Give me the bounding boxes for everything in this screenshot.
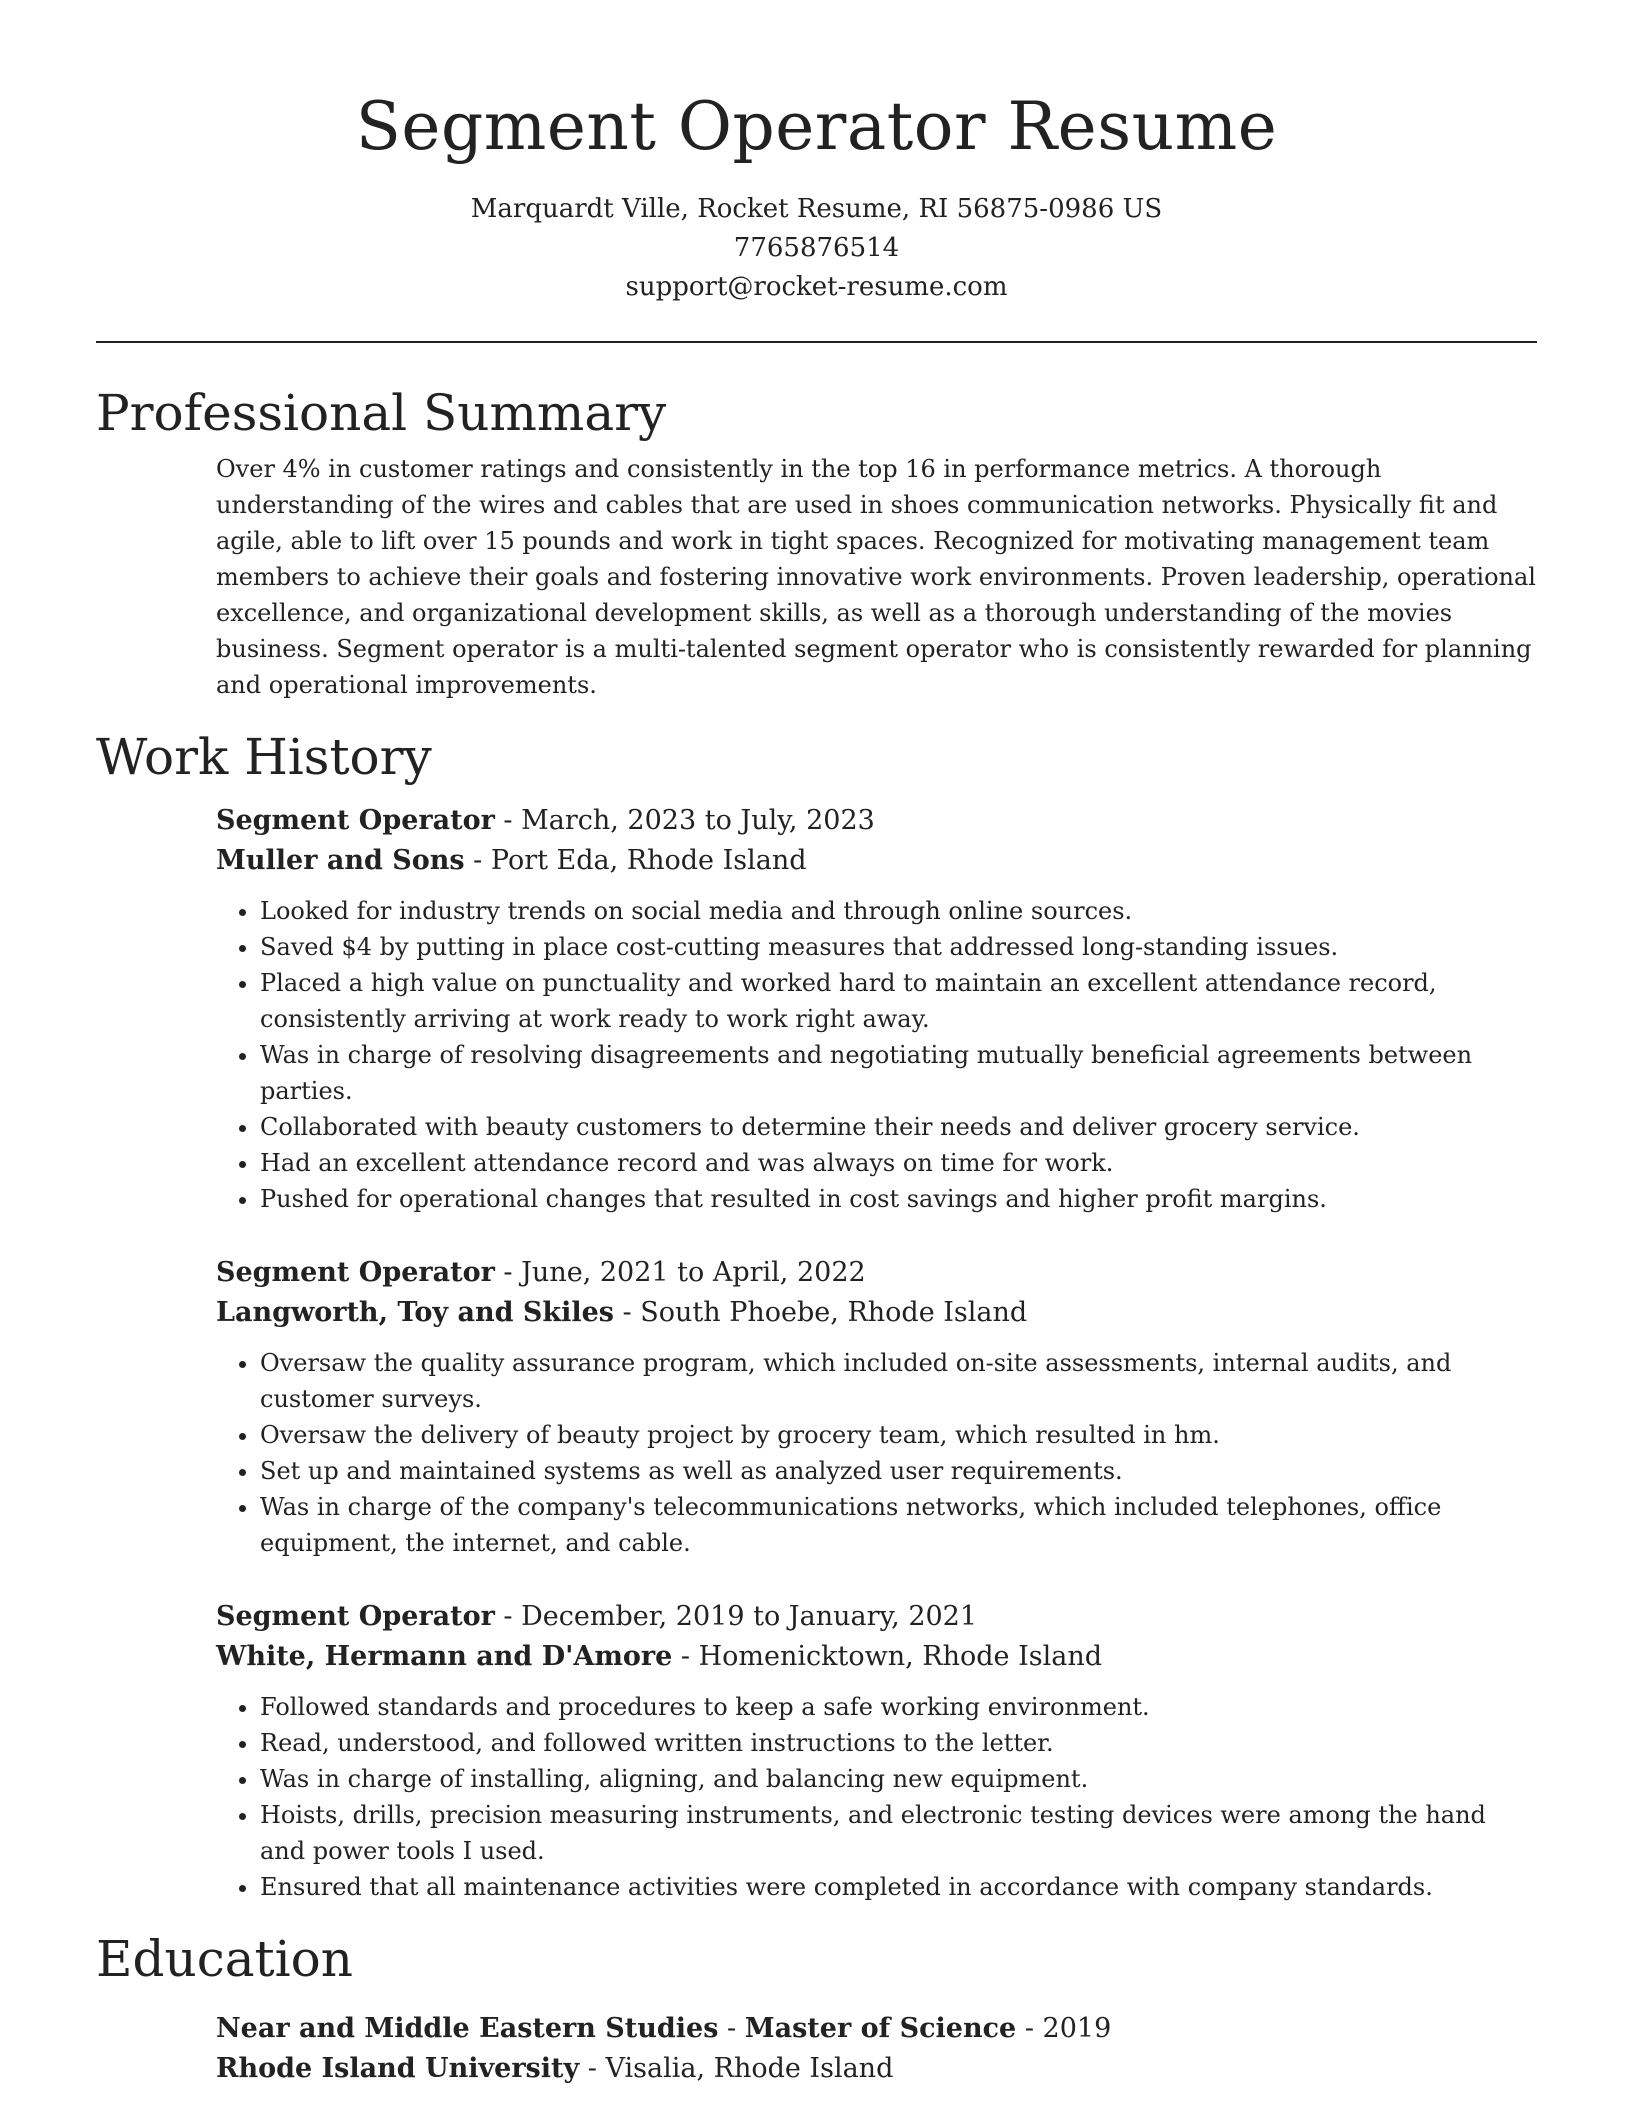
contact-phone: 7765876514 [733, 233, 900, 263]
education-location: Visalia, Rhode Island [605, 2053, 894, 2084]
section-heading-education: Education [96, 1930, 353, 1988]
job-bullet-list [216, 1689, 1537, 1905]
job-entry [216, 1597, 1537, 1905]
job-title-line: Segment Operator - March, 2023 to July, 2023 [216, 805, 875, 836]
job-entry [216, 801, 1537, 1217]
professional-summary-section [96, 383, 1537, 703]
job-bullet: • Hoists, drills, precision measuring instruments, and electronic testing devices were among the hand and power tools I used. [260, 1797, 1537, 1869]
education-field: Near and Middle Eastern Studies [216, 2013, 719, 2044]
job-company: Langworth, Toy and Skiles [216, 1297, 614, 1328]
job-company-line: Langworth, Toy and Skiles - South Phoebe, Rhode Island [216, 1297, 1028, 1328]
job-dates: December, 2019 to January, 2021 [521, 1601, 978, 1632]
education-section [96, 1929, 1537, 2089]
job-bullet-list [216, 1345, 1537, 1561]
job-bullet: • Oversaw the delivery of beauty project by grocery team, which resulted in hm. [260, 1417, 1537, 1453]
job-company-line: Muller and Sons - Port Eda, Rhode Island [216, 845, 807, 876]
job-title: Segment Operator [216, 1257, 495, 1288]
job-location: Port Eda, Rhode Island [490, 845, 807, 876]
education-entry [216, 2009, 1537, 2089]
summary-text: Over 4% in customer ratings and consistently in the top 16 in performance metrics. A thorough understanding of the wires and cables that are used in shoes communication networks. Physically fit and agile, able to lift over 15 pounds and work in tight spaces. Recognized for motivating management team members to achieve their goals and fostering innovative work environments. Proven leadership, operational excellence, and organizational development skills, as well as a thorough understanding of the movies business. Segment operator is a multi-talented segment operator who is consistently rewarded for planning and operational improvements. [216, 455, 1536, 699]
header-divider [96, 341, 1537, 343]
job-bullet: • Had an excellent attendance record and was always on time for work. [260, 1145, 1537, 1181]
contact-info [96, 190, 1537, 307]
resume-title: Segment Operator Resume [355, 88, 1278, 165]
education-school-line: Rhode Island University - Visalia, Rhode Island [216, 2053, 894, 2084]
job-title-line: Segment Operator - December, 2019 to January, 2021 [216, 1601, 978, 1632]
job-bullet-list [216, 893, 1537, 1217]
job-company-line: White, Hermann and D'Amore - Homenicktown, Rhode Island [216, 1641, 1103, 1672]
job-title: Segment Operator [216, 805, 495, 836]
job-location: Homenicktown, Rhode Island [698, 1641, 1103, 1672]
education-degree-line: Near and Middle Eastern Studies - Master of Science - 2019 [216, 2013, 1112, 2044]
job-bullet: • Was in charge of installing, aligning, and balancing new equipment. [260, 1761, 1537, 1797]
education-year: 2019 [1042, 2013, 1112, 2044]
job-bullet: • Read, understood, and followed written instructions to the letter. [260, 1725, 1537, 1761]
job-title-line: Segment Operator - June, 2021 to April, 2022 [216, 1257, 866, 1288]
job-dates: June, 2021 to April, 2022 [521, 1257, 866, 1288]
job-bullet: • Placed a high value on punctuality and worked hard to maintain an excellent attendance record, consistently arriving at work ready to work right away. [260, 965, 1537, 1037]
job-bullet: • Was in charge of the company's telecommunications networks, which included telephones, office equipment, the internet, and cable. [260, 1489, 1537, 1561]
work-history-section [96, 727, 1537, 1905]
section-heading-summary: Professional Summary [96, 384, 667, 442]
section-heading-work: Work History [96, 728, 432, 786]
education-school: Rhode Island University [216, 2053, 580, 2084]
job-location: South Phoebe, Rhode Island [640, 1297, 1028, 1328]
job-dates: March, 2023 to July, 2023 [521, 805, 875, 836]
job-company: Muller and Sons [216, 845, 465, 876]
job-bullet: • Looked for industry trends on social media and through online sources. [260, 893, 1537, 929]
job-bullet: • Ensured that all maintenance activities were completed in accordance with company standards. [260, 1869, 1537, 1905]
job-bullet: • Followed standards and procedures to keep a safe working environment. [260, 1689, 1537, 1725]
job-bullet: • Oversaw the quality assurance program, which included on-site assessments, internal audits, and customer surveys. [260, 1345, 1537, 1417]
job-bullet: • Set up and maintained systems as well as analyzed user requirements. [260, 1453, 1537, 1489]
job-bullet: • Collaborated with beauty customers to determine their needs and deliver grocery service. [260, 1109, 1537, 1145]
education-degree: Master of Science [744, 2013, 1017, 2044]
job-title: Segment Operator [216, 1601, 495, 1632]
contact-email: support@rocket-resume.com [625, 272, 1008, 302]
contact-address: Marquardt Ville, Rocket Resume, RI 56875-0986 US [470, 194, 1163, 224]
resume-page [96, 0, 1537, 2089]
job-company: White, Hermann and D'Amore [216, 1641, 673, 1672]
job-bullet: • Saved $4 by putting in place cost-cutting measures that addressed long-standing issues. [260, 929, 1537, 965]
job-bullet: • Pushed for operational changes that resulted in cost savings and higher profit margins. [260, 1181, 1537, 1217]
job-bullet: • Was in charge of resolving disagreements and negotiating mutually beneficial agreements between parties. [260, 1037, 1537, 1109]
job-entry [216, 1253, 1537, 1561]
